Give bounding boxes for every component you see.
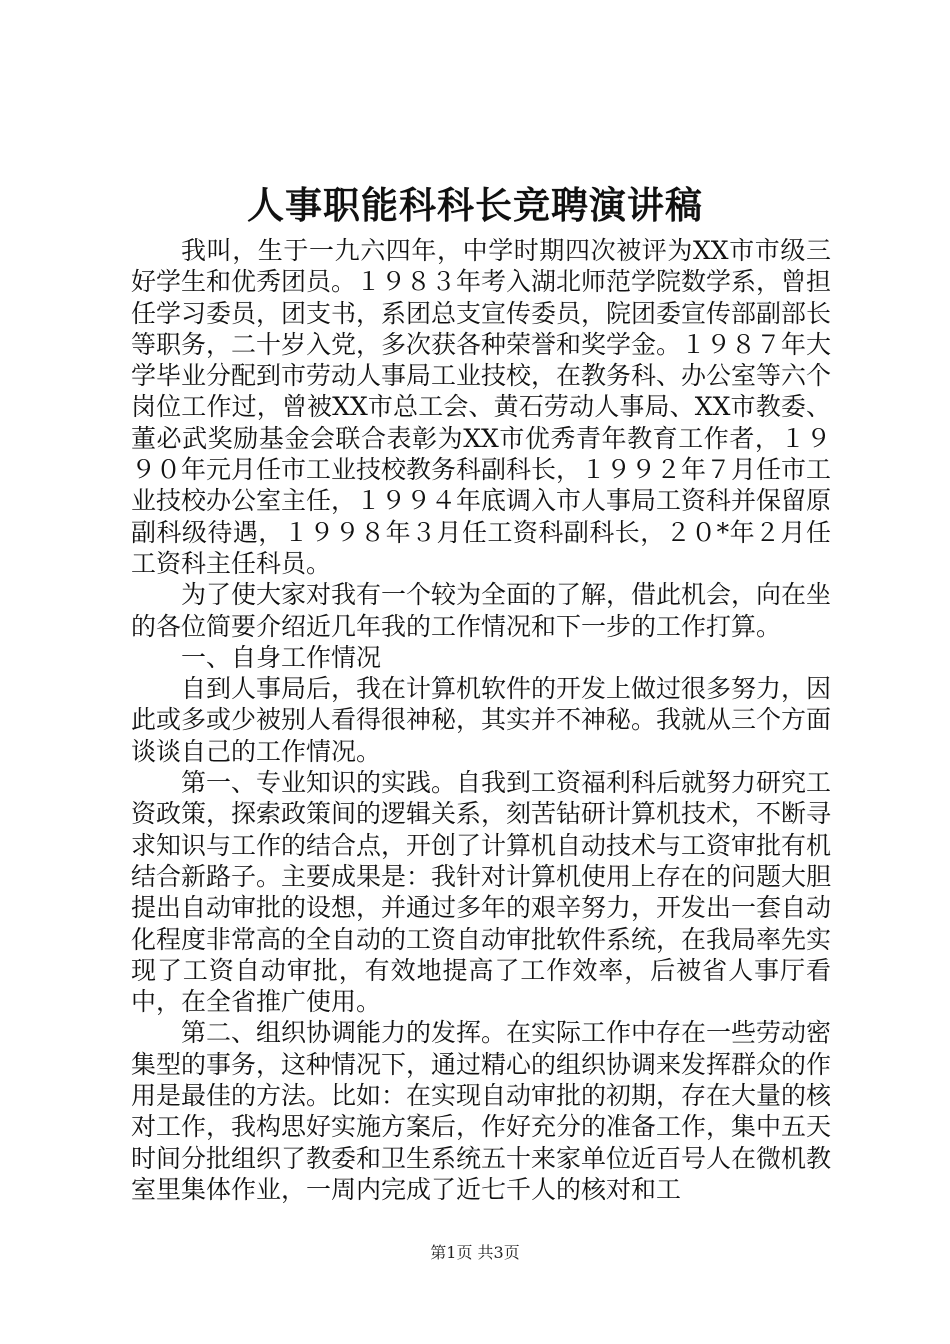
- paragraph-purpose: 为了使大家对我有一个较为全面的了解，借此机会，向在坐的各位简要介绍近几年我的工作情况和下一步的工作打算。: [131, 580, 832, 641]
- document-title: 人事职能科科长竞聘演讲稿: [247, 183, 703, 227]
- section-heading-work: 一、自身工作情况: [181, 642, 382, 672]
- document-body: [131, 235, 831, 1205]
- paragraph-work-overview: 自到人事局后，我在计算机软件的开发上做过很多努力，因此或多或少被别人看得很神秘，其实并不神秘。我就从三个方面谈谈自己的工作情况。: [131, 674, 832, 766]
- paragraph-coordination: 第二、组织协调能力的发挥。在实际工作中存在一些劳动密集型的事务，这种情况下，通过精心的组织协调来发挥群众的作用是最佳的方法。比如：在实现自动审批的初期，存在大量的核对工作，我构思好实施方案后，作好充分的准备工作，集中五天时间分批组织了教委和卫生系统五十来家单位近百号人在微机教室里集体作业，一周内完成了近七千人的核对和工: [131, 1018, 832, 1204]
- paragraph-professional-knowledge: 第一、专业知识的实践。自我到工资福利科后就努力研究工资政策，探索政策间的逻辑关系，刻苦钻研计算机技术，不断寻求知识与工作的结合点，开创了计算机自动技术与工资审批有机结合新路子。主要成果是：我针对计算机使用上存在的问题大胆提出自动审批的设想，并通过多年的艰辛努力，开发出一套自动化程度非常高的全自动的工资自动审批软件系统，在我局率先实现了工资自动审批，有效地提高了工作效率，后被省人事厅看中，在全省推广使用。: [131, 768, 832, 1017]
- paragraph-intro: 我叫，生于一九六四年，中学时期四次被评为XX市市级三好学生和优秀团员。１９８３年考入湖北师范学院数学系，曾担任学习委员，团支书，系团总支宣传委员，院团委宣传部副部长等职务，二十岁入党，多次获各种荣誉和奖学金。１９８７年大学毕业分配到市劳动人事局工业技校，在教务科、办公室等六个岗位工作过，曾被XX市总工会、黄石劳动人事局、XX市教委、董必武奖励基金会联合表彰为XX市优秀青年教育工作者，１９９０年元月任市工业技校教务科副科长，１９９２年７月任市工业技校办公室主任，１９９４年底调入市人事局工资科并保留原副科级待遇，１９９８年３月任工资科副科长，２０*年２月任工资科主任科员。: [131, 236, 832, 578]
- page-footer: 第1页 共3页: [430, 1243, 520, 1262]
